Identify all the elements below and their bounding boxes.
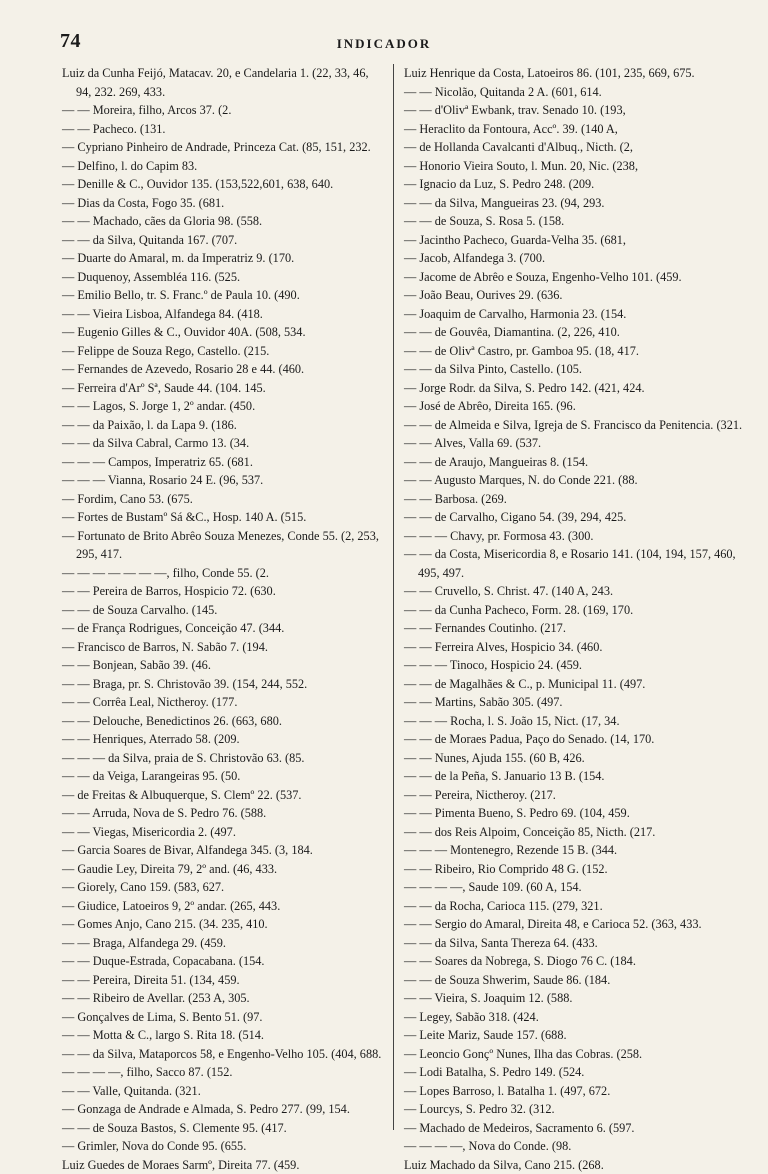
directory-entry: — — Vieira, S. Joaquim 12. (588. [404, 989, 748, 1008]
directory-entry: — — da Silva, Mangueiras 23. (94, 293. [404, 194, 748, 213]
directory-entry: — Jacob, Alfandega 3. (700. [404, 249, 748, 268]
directory-entry: — Ignacio da Luz, S. Pedro 248. (209. [404, 175, 748, 194]
directory-entry: — Fordim, Cano 53. (675. [62, 490, 382, 509]
directory-entry: — Felippe de Souza Rego, Castello. (215. [62, 342, 382, 361]
directory-entry: Luiz Guedes de Moraes Sarmº, Direita 77. (459. [62, 1156, 382, 1174]
directory-entry: Luiz Machado da Silva, Cano 215. (268. [404, 1156, 748, 1174]
directory-entry: — Lourcys, S. Pedro 32. (312. [404, 1100, 748, 1119]
column-divider [393, 64, 394, 1130]
directory-entry: — Joaquim de Carvalho, Harmonia 23. (154. [404, 305, 748, 324]
directory-entry: — — de Araujo, Mangueiras 8. (154. [404, 453, 748, 472]
page-number: 74 [60, 30, 81, 53]
directory-entry: — — de Almeida e Silva, Igreja de S. Francisco da Penitencia. (321. [404, 416, 748, 435]
directory-entry: — João Beau, Ourives 29. (636. [404, 286, 748, 305]
directory-entry: — Denille & C., Ouvidor 135. (153,522,601, 638, 640. [62, 175, 382, 194]
directory-entry: — Eugenio Gilles & C., Ouvidor 40A. (508, 534. [62, 323, 382, 342]
directory-entry: — — Henriques, Aterrado 58. (209. [62, 730, 382, 749]
directory-entry: Luiz da Cunha Feijó, Matacav. 20, e Candelaria 1. (22, 33, 46, 94, 232. 269, 433. [62, 64, 382, 101]
left-column [62, 64, 388, 1132]
directory-entry: — — Martins, Sabão 305. (497. [404, 693, 748, 712]
directory-entry: — — Alves, Valla 69. (537. [404, 434, 748, 453]
directory-entry: — — — Vianna, Rosario 24 E. (96, 537. [62, 471, 382, 490]
directory-entry: — Cypriano Pinheiro de Andrade, Princeza Cat. (85, 151, 232. [62, 138, 382, 157]
directory-entry: — Jorge Rodr. da Silva, S. Pedro 142. (421, 424. [404, 379, 748, 398]
directory-entry: — — Motta & C., largo S. Rita 18. (514. [62, 1026, 382, 1045]
directory-entry: — — Duque-Estrada, Copacabana. (154. [62, 952, 382, 971]
directory-entry: — — da Silva, Mataporcos 58, e Engenho-Velho 105. (404, 688. [62, 1045, 382, 1064]
directory-entry: — — de Souza Carvalho. (145. [62, 601, 382, 620]
directory-entry: — Francisco de Barros, N. Sabão 7. (194. [62, 638, 382, 657]
directory-entry: — — — Chavy, pr. Formosa 43. (300. [404, 527, 748, 546]
directory-entry: — — Machado, cães da Gloria 98. (558. [62, 212, 382, 231]
directory-entry: — Leite Mariz, Saude 157. (688. [404, 1026, 748, 1045]
directory-entry: — — Arruda, Nova de S. Pedro 76. (588. [62, 804, 382, 823]
directory-entry: — — Viegas, Misericordia 2. (497. [62, 823, 382, 842]
directory-entry: — Giudice, Latoeiros 9, 2º andar. (265, 443. [62, 897, 382, 916]
directory-entry: — Honorio Vieira Souto, l. Mun. 20, Nic. (238, [404, 157, 748, 176]
directory-entry: — — Corrêa Leal, Nictheroy. (177. [62, 693, 382, 712]
directory-entry: — José de Abrêo, Direita 165. (96. [404, 397, 748, 416]
directory-entry: — de Hollanda Cavalcanti d'Albuq., Nicth. (2, [404, 138, 748, 157]
directory-entry: — — d'Olivª Ewbank, trav. Senado 10. (193, [404, 101, 748, 120]
directory-entry: — — Ribeiro de Avellar. (253 A, 305. [62, 989, 382, 1008]
directory-entry: — — — —, filho, Sacco 87. (152. [62, 1063, 382, 1082]
directory-entry: — — da Costa, Misericordia 8, e Rosario 141. (104, 194, 157, 460, 495, 497. [404, 545, 748, 582]
directory-entry: — — de Souza Shwerim, Saude 86. (184. [404, 971, 748, 990]
directory-entry: — Lodi Batalha, S. Pedro 149. (524. [404, 1063, 748, 1082]
directory-entry: — — Delouche, Benedictinos 26. (663, 680. [62, 712, 382, 731]
directory-entry: — — — — — — —, filho, Conde 55. (2. [62, 564, 382, 583]
directory-entry: — — — —, Nova do Conde. (98. [404, 1137, 748, 1156]
directory-entry: — — Pacheco. (131. [62, 120, 382, 139]
directory-entry: — — Valle, Quitanda. (321. [62, 1082, 382, 1101]
directory-entry: — Jacome de Abrêo e Souza, Engenho-Velho 101. (459. [404, 268, 748, 287]
directory-entry: — Giorely, Cano 159. (583, 627. [62, 878, 382, 897]
directory-entry: — — Ribeiro, Rio Comprido 48 G. (152. [404, 860, 748, 879]
directory-entry: — — Pereira, Nictheroy. (217. [404, 786, 748, 805]
directory-entry: — — Pimenta Bueno, S. Pedro 69. (104, 459. [404, 804, 748, 823]
running-head: INDICADOR [0, 36, 768, 52]
directory-entry: — — Braga, Alfandega 29. (459. [62, 934, 382, 953]
directory-entry: — — Moreira, filho, Arcos 37. (2. [62, 101, 382, 120]
directory-entry: — — da Silva Cabral, Carmo 13. (34. [62, 434, 382, 453]
directory-entry: — — de la Peña, S. Januario 13 B. (154. [404, 767, 748, 786]
directory-entry: — Emilio Bello, tr. S. Franc.º de Paula 10. (490. [62, 286, 382, 305]
directory-entry: — — Nunes, Ajuda 155. (60 B, 426. [404, 749, 748, 768]
directory-entry: — Fortes de Bustamº Sá &C., Hosp. 140 A. (515. [62, 508, 382, 527]
directory-entry: — — Bonjean, Sabão 39. (46. [62, 656, 382, 675]
directory-entry: — Grimler, Nova do Conde 95. (655. [62, 1137, 382, 1156]
directory-entry: — — Vieira Lisboa, Alfandega 84. (418. [62, 305, 382, 324]
directory-entry: — — — da Silva, praia de S. Christovão 63. (85. [62, 749, 382, 768]
directory-entry: — — Barbosa. (269. [404, 490, 748, 509]
directory-entry: — — da Rocha, Carioca 115. (279, 321. [404, 897, 748, 916]
directory-entry: — Fortunato de Brito Abrêo Souza Menezes, Conde 55. (2, 253, 295, 417. [62, 527, 382, 564]
directory-entry: — — Cruvello, S. Christ. 47. (140 A, 243. [404, 582, 748, 601]
directory-entry: — — Sergio do Amaral, Direita 48, e Carioca 52. (363, 433. [404, 915, 748, 934]
directory-entry: — Duquenoy, Assembléa 116. (525. [62, 268, 382, 287]
directory-entry: — — Fernandes Coutinho. (217. [404, 619, 748, 638]
directory-entry: — — de Gouvêa, Diamantina. (2, 226, 410. [404, 323, 748, 342]
directory-entry: — Delfino, l. do Capim 83. [62, 157, 382, 176]
directory-entry: — — de Carvalho, Cigano 54. (39, 294, 425. [404, 508, 748, 527]
directory-entry: — — Soares da Nobrega, S. Diogo 76 C. (184. [404, 952, 748, 971]
directory-entry: — Machado de Medeiros, Sacramento 6. (597. [404, 1119, 748, 1138]
directory-entry: — — de Souza, S. Rosa 5. (158. [404, 212, 748, 231]
directory-entry: — — de Moraes Padua, Paço do Senado. (14, 170. [404, 730, 748, 749]
directory-entry: — Leoncio Gonçº Nunes, Ilha das Cobras. (258. [404, 1045, 748, 1064]
directory-entry: — — — —, Saude 109. (60 A, 154. [404, 878, 748, 897]
directory-entry: — — da Cunha Pacheco, Form. 28. (169, 170. [404, 601, 748, 620]
directory-entry: — — — Campos, Imperatriz 65. (681. [62, 453, 382, 472]
directory-entry: — Gomes Anjo, Cano 215. (34. 235, 410. [62, 915, 382, 934]
directory-entry: Luiz Henrique da Costa, Latoeiros 86. (101, 235, 669, 675. [404, 64, 748, 83]
directory-entry: — — — Montenegro, Rezende 15 B. (344. [404, 841, 748, 860]
directory-entry: — Gonçalves de Lima, S. Bento 51. (97. [62, 1008, 382, 1027]
directory-entry: — — Augusto Marques, N. do Conde 221. (88. [404, 471, 748, 490]
directory-entry: — — de Olivª Castro, pr. Gamboa 95. (18, 417. [404, 342, 748, 361]
directory-entry: — — Pereira de Barros, Hospicio 72. (630. [62, 582, 382, 601]
directory-entry: — — da Silva Pinto, Castello. (105. [404, 360, 748, 379]
directory-entry: — — da Silva, Quitanda 167. (707. [62, 231, 382, 250]
directory-entry: — Garcia Soares de Bivar, Alfandega 345. (3, 184. [62, 841, 382, 860]
right-column [398, 64, 748, 1132]
directory-entry: — de Freitas & Albuquerque, S. Clemº 22. (537. [62, 786, 382, 805]
directory-entry: — Dias da Costa, Fogo 35. (681. [62, 194, 382, 213]
directory-entry: — Fernandes de Azevedo, Rosario 28 e 44. (460. [62, 360, 382, 379]
directory-entry: — Ferreira d'Arº Sª, Saude 44. (104. 145. [62, 379, 382, 398]
directory-entry: — — Braga, pr. S. Christovão 39. (154, 244, 552. [62, 675, 382, 694]
directory-entry: — — de Souza Bastos, S. Clemente 95. (417. [62, 1119, 382, 1138]
directory-entry: — de França Rodrigues, Conceição 47. (344. [62, 619, 382, 638]
directory-entry: — — Ferreira Alves, Hospicio 34. (460. [404, 638, 748, 657]
directory-entry: — — Lagos, S. Jorge 1, 2º andar. (450. [62, 397, 382, 416]
directory-entry: — — — Tinoco, Hospicio 24. (459. [404, 656, 748, 675]
directory-entry: — Lopes Barroso, l. Batalha 1. (497, 672. [404, 1082, 748, 1101]
directory-entry: — — Nicolão, Quitanda 2 A. (601, 614. [404, 83, 748, 102]
directory-entry: — Jacintho Pacheco, Guarda-Velha 35. (681, [404, 231, 748, 250]
directory-entry: — Duarte do Amaral, m. da Imperatriz 9. (170. [62, 249, 382, 268]
directory-entry: — Gaudie Ley, Direita 79, 2º and. (46, 433. [62, 860, 382, 879]
directory-entry: — Gonzaga de Andrade e Almada, S. Pedro 277. (99, 154. [62, 1100, 382, 1119]
directory-entry: — Heraclito da Fontoura, Accº. 39. (140 A, [404, 120, 748, 139]
directory-entry: — — — Rocha, l. S. João 15, Nict. (17, 34. [404, 712, 748, 731]
directory-entry: — — Pereira, Direita 51. (134, 459. [62, 971, 382, 990]
directory-entry: — Legey, Sabão 318. (424. [404, 1008, 748, 1027]
directory-entry: — — dos Reis Alpoim, Conceição 85, Nicth. (217. [404, 823, 748, 842]
directory-entry: — — de Magalhães & C., p. Municipal 11. (497. [404, 675, 748, 694]
directory-entry: — — da Paixão, l. da Lapa 9. (186. [62, 416, 382, 435]
directory-entry: — — da Silva, Santa Thereza 64. (433. [404, 934, 748, 953]
directory-entry: — — da Veiga, Larangeiras 95. (50. [62, 767, 382, 786]
